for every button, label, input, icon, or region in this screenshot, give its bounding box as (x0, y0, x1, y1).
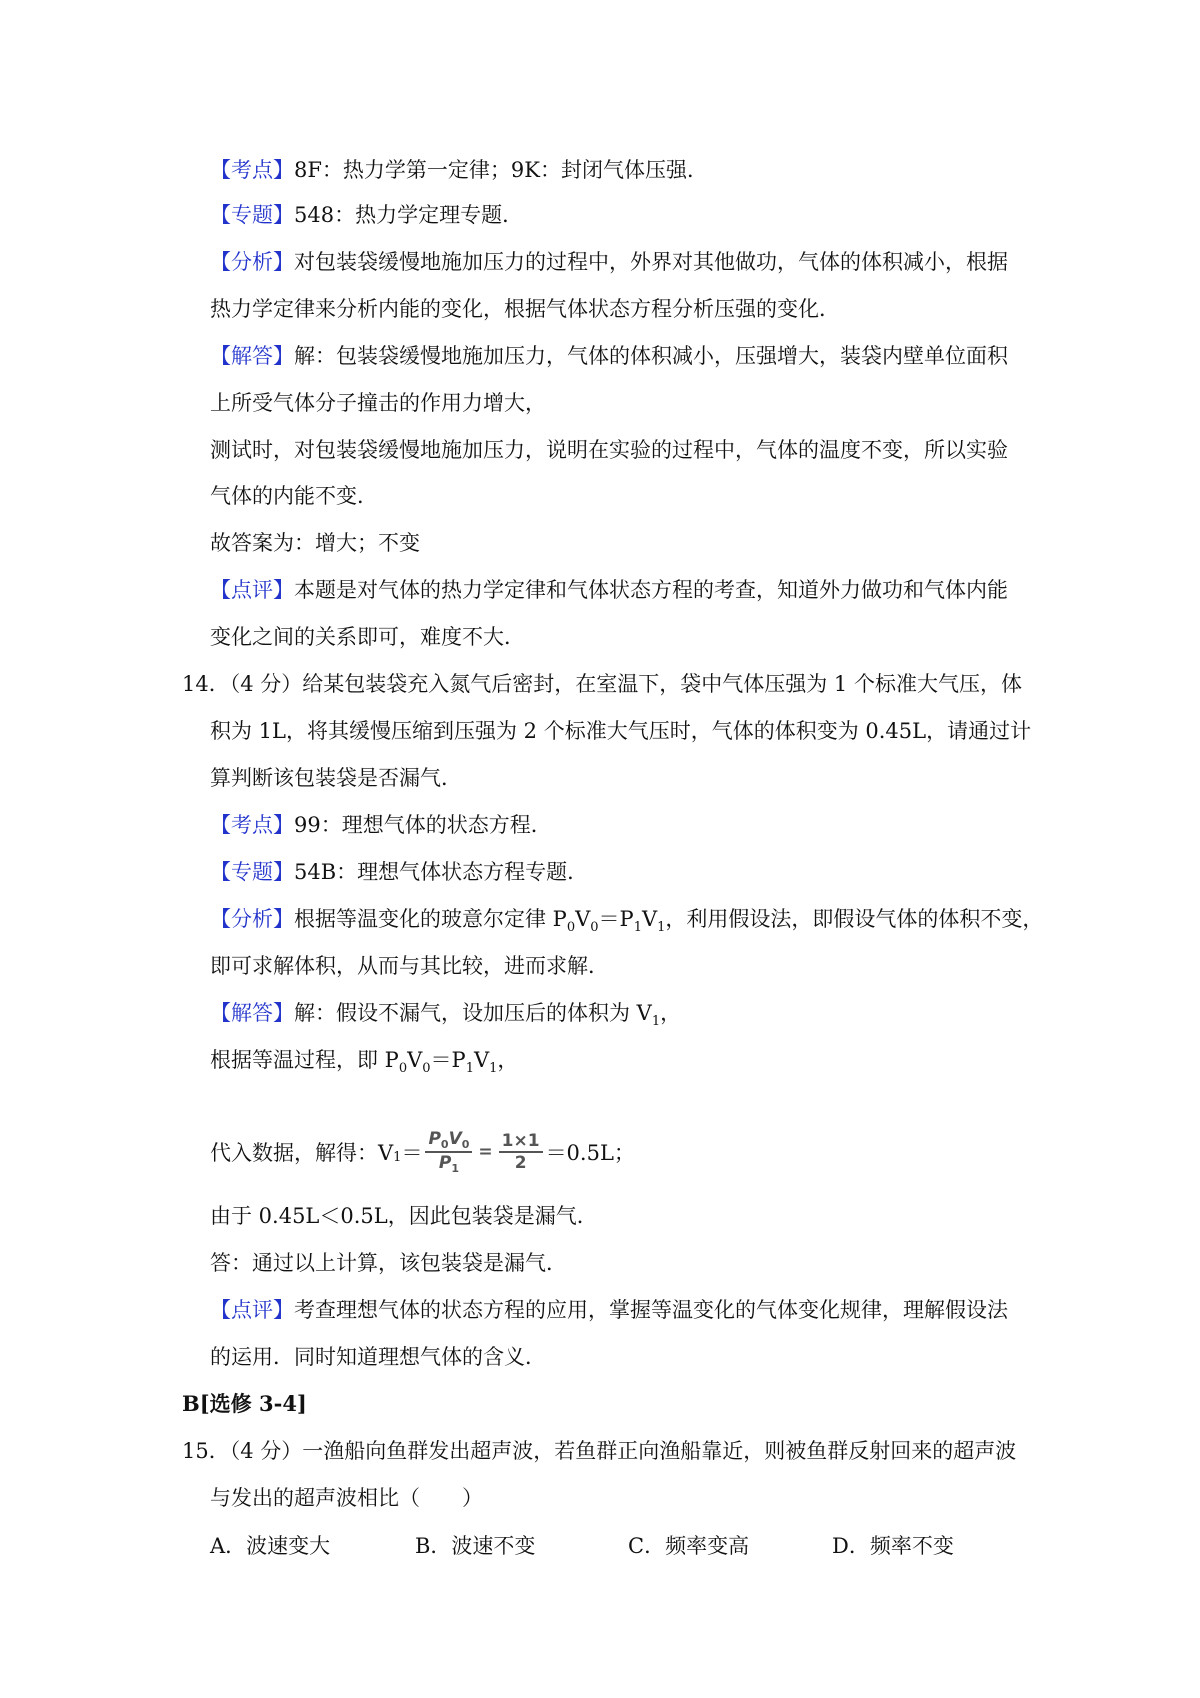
option-b[interactable]: B．波速不变 (415, 1534, 536, 1558)
q13-jieda (210, 341, 1008, 371)
numerator-v: V (448, 1129, 462, 1149)
fenxi-tag: 【分析】 (210, 907, 294, 931)
q14-kaodian (210, 810, 552, 840)
subscript: 1 (651, 1014, 661, 1029)
q13-dianping (210, 575, 1008, 605)
q14-fenxi-l2: 即可求解体积，从而与其比较，进而求解． (210, 954, 609, 978)
jieda2-text-d: V (473, 1048, 490, 1072)
q13-jieda-l3: 测试时，对包装袋缓慢地施加压力，说明在实验的过程中，气体的温度不变，所以实验 (210, 438, 1008, 462)
q14-formula (210, 1122, 635, 1182)
jieda-text: 解：包装袋缓慢地施加压力，气体的体积减小，压强增大，装袋内壁单位面积 (294, 344, 1008, 368)
fenxi-text-e: ，利用假设法，即假设气体的体积不变， (665, 907, 1044, 931)
fraction-numerator: 1×1 (499, 1131, 543, 1153)
subscript: 0 (461, 1138, 470, 1151)
fenxi-text: 对包装袋缓慢地施加压力的过程中，外界对其他做功，气体的体积减小，根据 (294, 250, 1008, 274)
numerator-p: P (428, 1129, 441, 1149)
jieda-text-a: 解：假设不漏气，设加压后的体积为 V (294, 1001, 652, 1025)
jieda-text-b: ， (660, 1001, 682, 1025)
subscript: 0 (398, 1061, 408, 1076)
q14-zhuanti (210, 857, 588, 887)
q13-dianping-l2: 变化之间的关系即可，难度不大． (210, 625, 525, 649)
zhuanti-tag: 【专题】 (210, 203, 294, 227)
jieda2-text-a: 根据等温过程，即 P (210, 1048, 399, 1072)
subscript: 1 (633, 920, 642, 935)
subscript: 1 (451, 1162, 459, 1175)
subscript: 1 (465, 1061, 474, 1076)
q14-stem-l2: 积为 1L，将其缓慢压缩到压强为 2 个标准大气压时，气体的体积变为 0.45L，请通过计 (210, 719, 1032, 743)
denominator-p: P (438, 1153, 452, 1173)
q14-answer: 答：通过以上计算，该包装袋是漏气． (210, 1251, 567, 1275)
q13-zhuanti (210, 200, 523, 230)
dianping-tag: 【点评】 (210, 578, 294, 602)
fraction-denominator (436, 1153, 462, 1175)
kaodian-tag: 【考点】 (210, 158, 294, 182)
fraction-denominator: 2 (514, 1153, 527, 1173)
subscript: 0 (440, 1138, 449, 1151)
section-header: B[选修 3-4] (182, 1391, 307, 1416)
subscript: 1 (393, 1149, 402, 1165)
q14-dianping-l2: 的运用．同时知道理想气体的含义． (210, 1345, 546, 1369)
q14-stem-l3: 算判断该包装袋是否漏气． (210, 766, 462, 790)
fenxi-text-c: ＝P (598, 907, 634, 931)
q14-dianping (210, 1295, 1008, 1325)
subscript: 0 (422, 1061, 431, 1076)
jieda2-text-b: V (407, 1048, 423, 1072)
fenxi-text-d: V (641, 907, 658, 931)
kaodian-text: 8F：热力学第一定律；9K：封闭气体压强． (294, 158, 708, 182)
jieda2-text-e: ， (497, 1048, 519, 1072)
q13-jieda-l2: 上所受气体分子撞击的作用力增大， (210, 391, 546, 415)
zhuanti-text: 548：热力学定理专题． (294, 203, 524, 227)
subscript: 1 (489, 1061, 498, 1076)
fraction-numerator (425, 1129, 472, 1153)
q13-kaodian (210, 155, 708, 185)
subscript: 0 (566, 920, 576, 935)
q14-jieda-l2 (210, 1045, 518, 1079)
formula-equals: ＝ (401, 1141, 423, 1165)
fraction-p0v0-over-p1 (425, 1129, 472, 1175)
fenxi-text-a: 根据等温变化的玻意尔定律 P (294, 907, 567, 931)
q14-jieda (210, 998, 681, 1032)
zhuanti-tag: 【专题】 (210, 860, 294, 884)
kaodian-text: 99：理想气体的状态方程． (294, 813, 552, 837)
q13-fenxi-cont: 热力学定律来分析内能的变化，根据气体状态方程分析压强的变化． (210, 297, 840, 321)
jieda-tag: 【解答】 (210, 1001, 294, 1025)
fenxi-text-b: V (575, 907, 591, 931)
dianping-tag: 【点评】 (210, 1298, 294, 1322)
q13-jieda-l5: 故答案为：增大；不变 (210, 531, 420, 555)
fraction-1x1-over-2 (499, 1131, 543, 1173)
jieda2-text-c: ＝P (430, 1048, 466, 1072)
zhuanti-text: 54B：理想气体状态方程专题． (294, 860, 589, 884)
option-a[interactable]: A．波速变大 (210, 1534, 331, 1558)
jieda-tag: 【解答】 (210, 344, 294, 368)
dianping-text: 考查理想气体的状态方程的应用，掌握等温变化的气体变化规律，理解假设法 (294, 1298, 1008, 1322)
subscript: 0 (590, 920, 599, 935)
q15-stem-l2: 与发出的超声波相比（ ） (210, 1486, 483, 1510)
dianping-text: 本题是对气体的热力学定律和气体状态方程的考查，知道外力做功和气体内能 (294, 578, 1008, 602)
q14-compare: 由于 0.45L＜0.5L，因此包装袋是漏气． (210, 1204, 598, 1228)
subscript: 1 (657, 920, 666, 935)
option-c[interactable]: C．频率变高 (628, 1534, 750, 1558)
q14-fenxi (210, 904, 1043, 938)
formula-equals-2: = (478, 1142, 493, 1162)
q13-jieda-l4: 气体的内能不变． (210, 484, 378, 508)
q14-stem-l1: 14．（4 分）给某包装袋充入氮气后密封，在室温下，袋中气体压强为 1 个标准大气压，体 (182, 672, 1022, 696)
q13-fenxi (210, 247, 1008, 277)
formula-prefix: 代入数据，解得：V (210, 1141, 394, 1165)
fenxi-tag: 【分析】 (210, 250, 294, 274)
formula-result: ＝0.5L； (545, 1141, 635, 1165)
kaodian-tag: 【考点】 (210, 813, 294, 837)
option-d[interactable]: D．频率不变 (832, 1534, 954, 1558)
q15-stem-l1: 15．（4 分）一渔船向鱼群发出超声波，若鱼群正向渔船靠近，则被鱼群反射回来的超声波 (182, 1439, 1017, 1463)
